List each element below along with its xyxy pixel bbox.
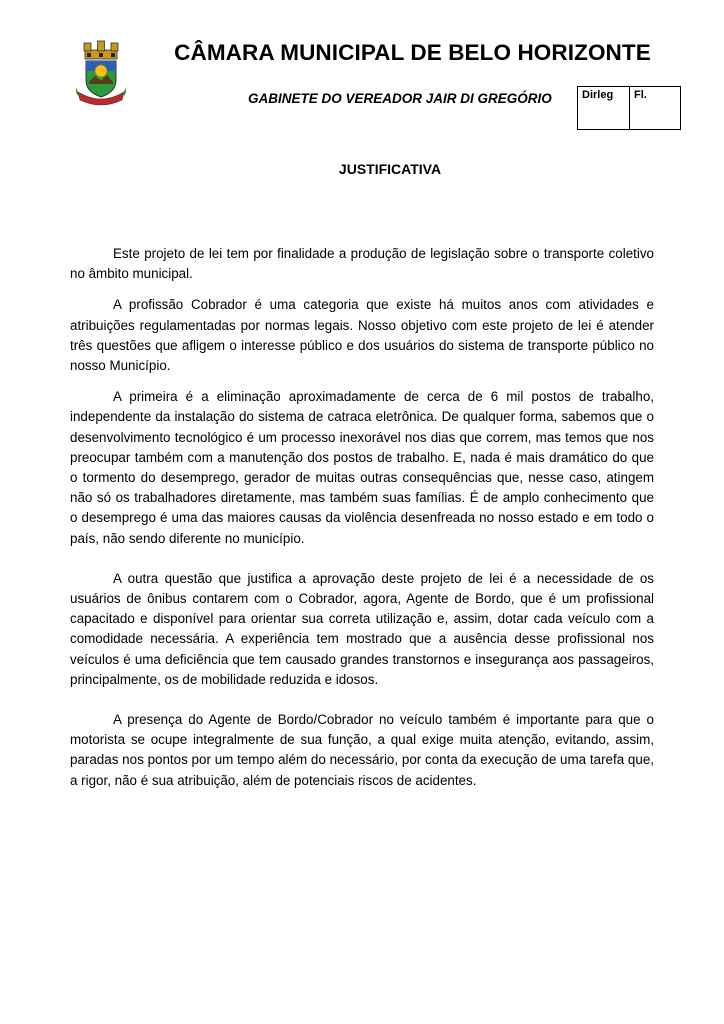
stamp-dirleg-cell: Dirleg (578, 87, 630, 129)
protocol-stamp-box (577, 86, 681, 130)
office-subtitle: GABINETE DO VEREADOR JAIR DI GREGÓRIO (248, 91, 552, 106)
justification-body (70, 244, 654, 791)
document-heading: JUSTIFICATIVA (338, 161, 442, 177)
body-paragraph: A presença do Agente de Bordo/Cobrador no veículo também é importante para que o motorista se ocupe integralmente de sua função, a qual exige muita atenção, evitando, assim, paradas nos pontos por um tempo além do necessário, por conta da execução de uma tarefa que, a rigor, não é sua atribuição, além de potenciais riscos de acidentes. (70, 712, 654, 788)
body-paragraph: Este projeto de lei tem por finalidade a produção de legislação sobre o transporte coletivo no âmbito municipal. (70, 246, 654, 282)
stamp-folio-cell: Fl. (634, 89, 647, 101)
body-paragraph: A outra questão que justifica a aprovação deste projeto de lei é a necessidade de os usuários de ônibus contarem com o Cobrador, agora, Agente de Bordo, que é um profissional capacitado e disponível para orientar sua correta utilização e, assim, dotar cada veículo com a comodidade necessária. A experiência tem mostrado que a ausência desse profissional nos veículos é uma deficiência que tem causado grandes transtornos e insegurança aos passageiros, principalmente, os de mobilidade reduzida e idosos. (70, 570, 654, 687)
body-paragraph: A primeira é a eliminação aproximadamente de cerca de 6 mil postos de trabalho, independente da instalação do sistema de catraca eletrônica. De qualquer forma, sabemos que o desenvolvimento tecnológico é um processo inexorável nos dias que correm, mas temos que nos preocupar também com a manutenção dos postos de trabalho. E, nada é mais dramático do que o tormento do desemprego, gerador de muitas outras consequências que, nesse caso, atingem não só os trabalhadores diretamente, mas também suas famílias. É de amplo conhecimento que o desemprego é uma das maiores causas da violência desenfreada no nosso estado e em todo o país, não sendo diferente no município. (70, 389, 654, 546)
body-paragraph: A profissão Cobrador é uma categoria que existe há muitos anos com atividades e atribuições regulamentadas por normas legais. Nosso objetivo com este projeto de lei é atender três questões que afligem o interesse público e dos usuários do sistema de transporte público no nosso Município. (70, 297, 654, 374)
belo-horizonte-coat-of-arms-icon (76, 40, 126, 106)
chamber-title: CÂMARA MUNICIPAL DE BELO HORIZONTE (174, 40, 651, 65)
